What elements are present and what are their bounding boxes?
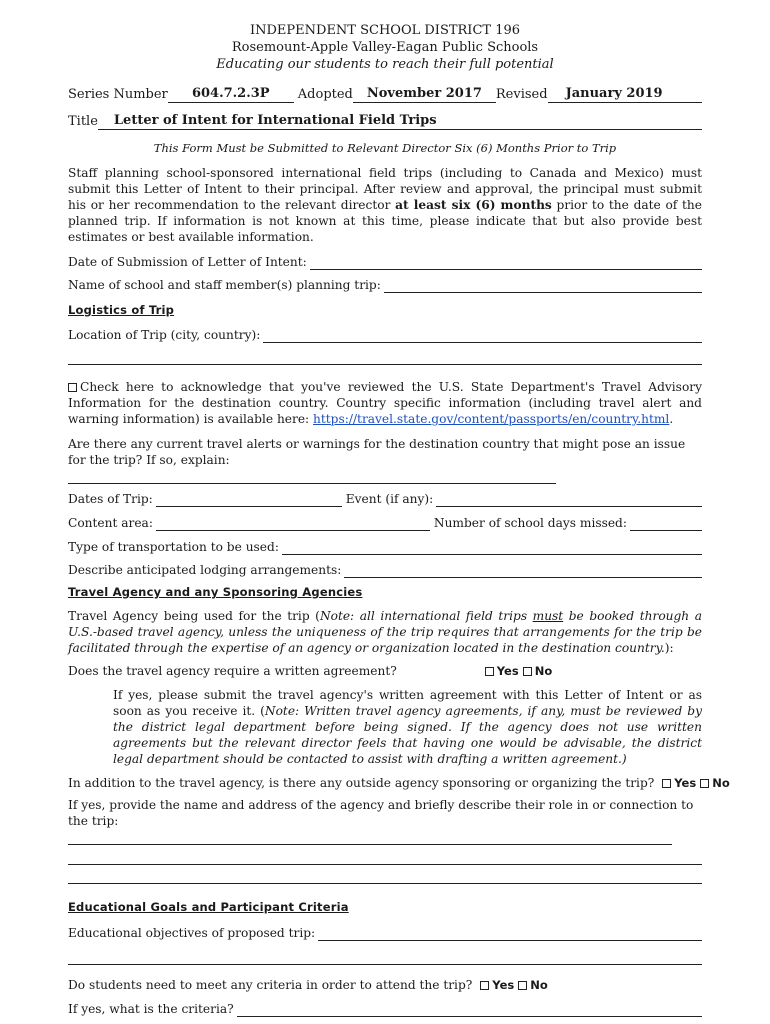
transport-input[interactable] [282, 540, 702, 555]
revised-label: Revised [495, 87, 548, 102]
written-yes-checkbox[interactable] [485, 667, 494, 676]
schools-name: Rosemount-Apple Valley-Eagan Public Schools [231, 40, 539, 55]
date-submission-field: Date of Submission of Letter of Intent: [68, 254, 702, 270]
dates-event-row: Dates of Trip: Event (if any): [68, 491, 702, 507]
date-submission-input[interactable] [310, 255, 702, 270]
adopted-label: Adopted [297, 87, 353, 102]
title-row [68, 113, 702, 130]
provide-agency: If yes, provide the name and address of the agency and briefly describe their role in or connection to the trip: [68, 797, 702, 845]
written-no-checkbox[interactable] [523, 667, 532, 676]
lodging-input[interactable] [344, 563, 702, 578]
outside-yes-checkbox[interactable] [662, 779, 671, 788]
location-field: Location of Trip (city, country): [68, 327, 702, 343]
district-name: INDEPENDENT SCHOOL DISTRICT 196 [249, 23, 521, 38]
school-days-input[interactable] [630, 516, 702, 531]
form-page [68, 22, 730, 1017]
submission-notice: This Form Must be Submitted to Relevant Director Six (6) Months Prior to Trip [153, 141, 617, 155]
dates-input[interactable] [156, 492, 342, 507]
provide-agency-line-3[interactable] [68, 867, 702, 884]
lodging-field: Describe anticipated lodging arrangements: [68, 562, 702, 578]
objectives-field: Educational objectives of proposed trip: [68, 925, 702, 941]
transport-field: Type of transportation to be used: [68, 539, 702, 555]
written-agreement-row: Does the travel agency require a written agreement? Yes No [68, 664, 553, 678]
revised-value[interactable]: January 2019 [548, 86, 702, 103]
title-label: Title [68, 114, 98, 129]
alerts-input[interactable] [68, 469, 556, 484]
goals-heading: Educational Goals and Participant Criteria [68, 900, 349, 914]
provide-agency-input[interactable] [68, 830, 672, 845]
criteria-what-input[interactable] [237, 1002, 702, 1017]
adopted-value[interactable]: November 2017 [353, 86, 496, 103]
content-days-row: Content area: Number of school days missed: [68, 515, 702, 531]
criteria-no-checkbox[interactable] [518, 981, 527, 990]
series-row [68, 86, 702, 103]
district-motto: Educating our students to reach their full potential [216, 57, 554, 72]
intro-paragraph: Staff planning school-sponsored international field trips (including to Canada and Mexico) must submit this Letter of Intent to their principal. After review and approval, the principal must submit his or her recommendation to the relevant director at least six (6) months prior to the date of the planned trip. If information is not known at this time, please indicate that but also provide best estimates or best available information. [68, 166, 702, 244]
outside-agency-row: In addition to the travel agency, is there any outside agency sponsoring or organizing the trip? Yes No [68, 776, 730, 790]
criteria-yes-checkbox[interactable] [480, 981, 489, 990]
series-value[interactable]: 604.7.2.3P [168, 86, 294, 103]
objectives-input-line-2[interactable] [68, 948, 702, 965]
agency-intro: Travel Agency being used for the trip (Note: all international field trips must be booked through a U.S.-based travel agency, unless the uniqueness of the trip requires that arrangements for the trip be facilitated through the expertise of an agency or organization located in the destination country.): [68, 609, 702, 655]
logistics-heading: Logistics of Trip [68, 303, 175, 317]
location-input[interactable] [263, 328, 702, 343]
school-staff-field: Name of school and staff member(s) planning trip: [68, 277, 702, 293]
criteria-what-field: If yes, what is the criteria? [68, 1001, 702, 1017]
location-input-line-2[interactable] [68, 348, 702, 365]
outside-no-checkbox[interactable] [700, 779, 709, 788]
series-label: Series Number [68, 87, 168, 102]
agreement-instructions: If yes, please submit the travel agency's written agreement with this Letter of Intent or as soon as you receive it. (Note: Written travel agency agreements, if any, must be reviewed by the district legal department before being signed. If the agency does not use written agreements but the relevant director feels that having one would be advisable, the district legal department should be contacted to assist with drafting a written agreement.) [113, 688, 702, 766]
advisory-checkbox[interactable] [68, 383, 77, 392]
content-area-input[interactable] [156, 516, 430, 531]
advisory-ack: Check here to acknowledge that you've reviewed the U.S. State Department's Travel Advisory Information for the destination country. Country specific information (including travel alert and warning information) is available here: https://travel.state.gov/content/passports/en/country.html. [68, 380, 702, 426]
state-dept-link[interactable]: https://travel.state.gov/content/passports/en/country.html [313, 412, 670, 426]
alerts-question: Are there any current travel alerts or warnings for the destination country that might pose an issue for the trip? If so, explain: [68, 436, 702, 484]
title-value[interactable]: Letter of Intent for International Field Trips [98, 113, 702, 130]
school-staff-input[interactable] [384, 278, 702, 293]
objectives-input[interactable] [318, 926, 702, 941]
criteria-row: Do students need to meet any criteria in order to attend the trip? Yes No [68, 978, 548, 992]
provide-agency-line-2[interactable] [68, 848, 702, 865]
agency-heading: Travel Agency and any Sponsoring Agencies [68, 585, 363, 599]
event-input[interactable] [436, 492, 702, 507]
